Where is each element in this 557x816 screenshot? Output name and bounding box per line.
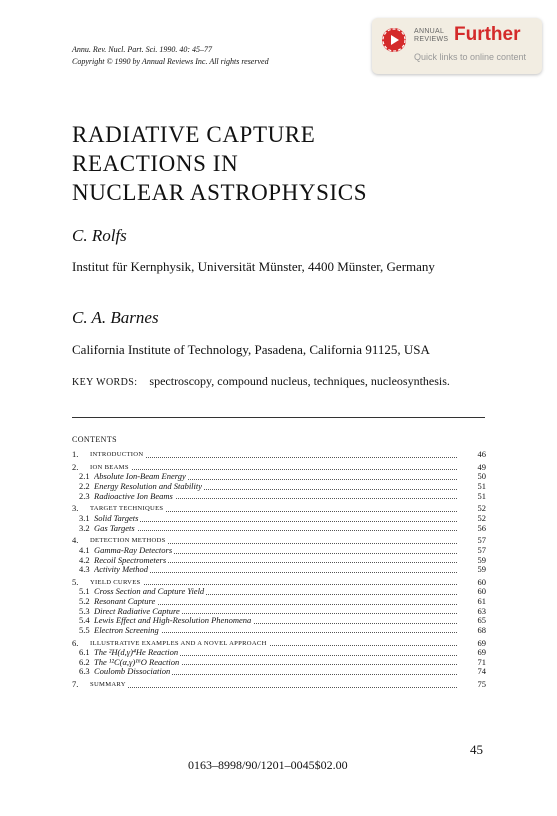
keywords [72,374,450,389]
toc-number: 6.1 [79,647,90,658]
page-number: 45 [470,742,483,757]
toc-subsection-row [72,565,486,575]
toc-section-row [72,680,486,690]
toc-number: 5.1 [79,586,90,597]
toc-page-number: 68 [477,624,486,635]
toc-subsection-row [72,492,486,502]
title-line: NUCLEAR ASTROPHYSICS [72,180,368,205]
footer-code: 0163–8998/90/1201–0045$02.00 [188,758,348,772]
title-line: RADIATIVE CAPTURE [72,122,316,147]
toc-title-text: Coulomb Dissociation [94,667,171,677]
toc-leader-dots [90,469,457,470]
journal-citation [72,44,269,68]
toc-subsection-row [72,658,486,668]
toc-number: 2.2 [79,480,90,491]
toc-number: 5.2 [79,596,90,607]
toc-leader-dots [94,521,457,522]
toc-page-number: 74 [477,666,486,677]
further-label: Further [454,24,521,45]
keywords-label: KEY WORDS: [72,377,138,388]
toc-title-text: ILLUSTRATIVE EXAMPLES AND A NOVEL APPROACH [90,639,267,647]
toc-title-text: DETECTION METHODS [90,537,166,545]
annual-reviews-label [414,28,448,44]
toc-title-text: Gamma-Ray Detectors [94,545,173,555]
toc-number: 3.1 [79,512,90,523]
toc-title [94,616,457,626]
toc-number: 2.3 [79,490,90,501]
toc-page-number: 46 [477,449,486,459]
toc-subsection-row [72,648,486,658]
toc-page-number: 57 [477,544,486,555]
toc-title [90,504,457,514]
toc-page-number: 49 [477,461,486,472]
author-name: C. Rolfs [72,226,127,245]
toc-title-text: Direct Radiative Capture [94,606,180,616]
toc-leader-dots [94,530,457,531]
toc-number: 5.4 [79,615,90,626]
toc-title [94,492,457,502]
toc-title [94,607,457,617]
article-title [72,120,492,207]
quick-links-label[interactable]: Quick links to online content [414,52,527,62]
toc-title [94,565,457,575]
toc-section-row [72,450,486,460]
table-of-contents [72,450,486,690]
toc-title-text: INTRODUCTION [90,451,144,458]
toc-title [94,482,457,492]
copyright-line: Copyright © 1990 by Annual Reviews Inc. All rights reserved [72,57,269,66]
toc-title-text: The ²H(d,γ)⁴He Reaction [94,648,179,658]
toc-title [94,524,457,534]
toc-page-number: 61 [477,596,486,607]
toc-page-number: 59 [477,554,486,565]
toc-title [90,578,457,588]
author-affiliation: Institut für Kernphysik, Universität Münster, 4400 Münster, Germany [72,259,435,274]
toc-page-number: 65 [477,615,486,626]
toc-page-number: 51 [477,490,486,501]
toc-title-text: The ¹²C(α,γ)¹⁶O Reaction [94,657,180,667]
toc-title [94,556,457,566]
toc-section-row [72,578,486,588]
toc-title [94,514,457,524]
toc-title [94,648,457,658]
toc-title-text: Cross Section and Capture Yield [94,587,205,597]
toc-title [90,463,457,473]
toc-page-number: 57 [477,535,486,546]
toc-page-number: 69 [477,647,486,658]
toc-title-text: Recoil Spectrometers [94,555,167,565]
title-line: REACTIONS IN [72,151,239,176]
toc-number: 5. [72,576,79,587]
toc-number: 2. [72,461,79,472]
toc-number: 4. [72,535,79,546]
toc-title-text: Energy Resolution and Stability [94,481,203,491]
toc-title [94,587,457,597]
toc-page-number: 51 [477,480,486,491]
toc-number: 4.3 [79,564,90,575]
annual-reviews-label-line2: REVIEWS [414,36,449,43]
toc-title-text: Electron Screening [94,625,159,635]
toc-number: 7. [72,679,79,690]
toc-title-text: TARGET TECHNIQUES [90,505,164,513]
toc-page-number: 60 [477,576,486,587]
toc-number: 5.5 [79,624,90,635]
toc-number: 5.3 [79,605,90,616]
toc-title-text: SUMMARY [90,681,126,689]
toc-page-number: 69 [477,637,486,648]
toc-title-text: Resonant Capture [94,597,156,607]
toc-number: 2.1 [79,471,90,482]
toc-number: 6.2 [79,656,90,667]
annual-reviews-logo-icon [382,28,406,52]
annual-reviews-further-badge[interactable] [372,18,542,74]
toc-title [94,597,457,607]
toc-section-row [72,504,486,514]
toc-number: 1. [72,449,79,459]
toc-title-text: Solid Targets [94,513,139,523]
toc-title-text: Gas Targets [94,523,135,533]
toc-title-text: Lewis Effect and High-Resolution Phenomena [94,616,252,626]
toc-subsection-row [72,546,486,556]
toc-subsection-row [72,616,486,626]
toc-number: 4.2 [79,554,90,565]
keywords-text: spectroscopy, compound nucleus, techniques, nucleosynthesis. [149,374,450,388]
toc-subsection-row [72,514,486,524]
toc-subsection-row [72,597,486,607]
toc-number: 3.2 [79,522,90,533]
toc-page-number: 75 [477,679,486,690]
toc-number: 3. [72,503,79,514]
toc-subsection-row [72,482,486,492]
toc-subsection-row [72,667,486,677]
toc-page-number: 59 [477,564,486,575]
annual-reviews-label-line1: ANNUAL [414,28,445,35]
toc-title-text: ION BEAMS [90,463,129,471]
contents-heading: CONTENTS [72,435,117,444]
toc-title [94,626,457,636]
toc-page-number: 71 [477,656,486,667]
toc-title [90,536,457,546]
toc-page-number: 56 [477,522,486,533]
toc-page-number: 52 [477,503,486,514]
toc-number: 6. [72,637,79,648]
toc-title [94,658,457,668]
toc-title [94,472,457,482]
toc-subsection-row [72,607,486,617]
toc-page-number: 52 [477,512,486,523]
toc-leader-dots [90,457,457,458]
toc-title-text: Radioactive Ion Beams [94,491,173,501]
toc-number: 6.3 [79,666,90,677]
toc-leader-dots [90,687,457,688]
toc-title [94,667,457,677]
toc-section-row [72,463,486,473]
toc-title-text: Absolute Ion-Beam Energy [94,472,186,482]
toc-page-number: 63 [477,605,486,616]
journal-citation-line: Annu. Rev. Nucl. Part. Sci. 1990. 40: 45–77 [72,45,213,54]
toc-section-row [72,536,486,546]
toc-title [94,546,457,556]
toc-section-row [72,639,486,649]
toc-subsection-row [72,587,486,597]
toc-subsection-row [72,524,486,534]
toc-subsection-row [72,472,486,482]
divider-rule [72,417,485,418]
toc-subsection-row [72,626,486,636]
toc-page-number: 50 [477,471,486,482]
toc-page-number: 60 [477,586,486,597]
toc-title-text: YIELD CURVES [90,578,141,586]
toc-subsection-row [72,556,486,566]
author-affiliation: California Institute of Technology, Pasadena, California 91125, USA [72,342,430,357]
toc-title [90,680,457,690]
toc-number: 4.1 [79,544,90,555]
toc-title [90,639,457,649]
toc-title [90,450,457,460]
toc-leader-dots [90,584,457,585]
toc-title-text: Activity Method [94,565,149,575]
author-name: C. A. Barnes [72,308,159,327]
